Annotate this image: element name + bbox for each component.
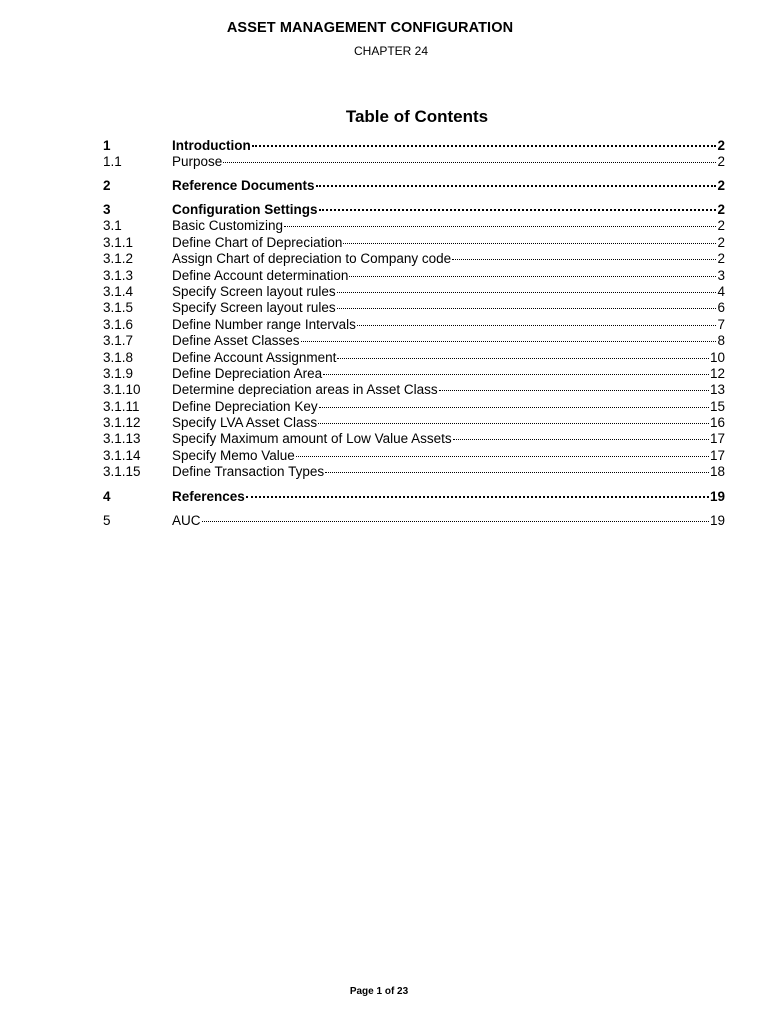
toc-entry-page: 4	[717, 283, 725, 299]
toc-entry-page: 2	[717, 154, 725, 169]
toc-entry-page: 7	[717, 316, 725, 332]
toc-entry-number: 1.1	[103, 154, 122, 169]
toc-dot-leader	[223, 162, 716, 163]
toc-entry-title: Assign Chart of depreciation to Company code	[172, 251, 452, 267]
toc-entry-number: 4	[103, 488, 111, 504]
toc-entry[interactable]	[103, 300, 725, 316]
toc-entry-title: References	[172, 488, 245, 504]
toc-entry-title: Specify Screen layout rules	[172, 300, 336, 316]
toc-dot-leader	[343, 243, 716, 244]
toc-entry-number: 3.1	[103, 218, 122, 234]
toc-entry-title: Define Asset Classes	[172, 333, 300, 349]
toc-entry[interactable]	[103, 350, 725, 366]
toc-entry-title: Specify Memo Value	[172, 447, 295, 463]
toc-entry-title: Introduction	[172, 138, 251, 153]
toc-entry-page: 19	[709, 512, 725, 528]
toc-entry-page: 17	[709, 431, 725, 447]
toc-entry-number: 3.1.15	[103, 464, 141, 480]
toc-dot-leader	[337, 292, 717, 293]
toc-dot-leader	[439, 390, 709, 391]
toc-entry[interactable]	[103, 251, 725, 267]
toc-entry[interactable]	[103, 513, 725, 529]
toc-entry-title: Configuration Settings	[172, 202, 318, 218]
toc-dot-leader	[319, 407, 709, 408]
toc-heading: Table of Contents	[345, 107, 489, 126]
toc-entry-number: 3.1.2	[103, 251, 134, 267]
toc-entry[interactable]	[103, 415, 725, 431]
toc-dot-leader	[337, 308, 717, 309]
toc-entry-title: Define Account Assignment	[172, 349, 337, 365]
toc-entry[interactable]	[103, 268, 725, 284]
toc-entry-number: 3.1.6	[103, 316, 134, 332]
toc-entry-title: Specify LVA Asset Class	[172, 415, 318, 431]
toc-dot-leader	[349, 276, 716, 277]
toc-entry-number: 3.1.4	[103, 283, 134, 299]
toc-entry-number: 3.1.12	[103, 415, 141, 431]
toc-entry-number: 3.1.11	[103, 398, 140, 414]
toc-entry-number: 3.1.1	[103, 234, 134, 250]
toc-entry[interactable]	[103, 154, 725, 170]
toc-entry-number: 3.1.14	[103, 447, 141, 463]
toc-entry-page: 16	[709, 415, 725, 431]
toc-entry-title: Define Account determination	[172, 267, 349, 283]
toc-entry-page: 10	[709, 349, 725, 365]
toc-entry-title: Define Chart of Depreciation	[172, 234, 343, 250]
toc-entry-title: AUC	[172, 512, 201, 528]
toc-entry-number: 5	[103, 512, 111, 528]
toc-entry-title: Define Depreciation Area	[172, 365, 323, 381]
toc-entry[interactable]	[103, 464, 725, 480]
toc-entry[interactable]	[103, 202, 725, 218]
toc-entry-title: Basic Customizing	[172, 218, 284, 234]
toc-entry-page: 13	[709, 382, 725, 398]
toc-entry[interactable]	[103, 235, 725, 251]
toc-entry-title: Specify Maximum amount of Low Value Assets	[172, 431, 452, 447]
toc-entry-page: 12	[709, 365, 725, 381]
toc-entry-page: 8	[717, 333, 725, 349]
toc-entry-page: 2	[717, 251, 725, 267]
toc-dot-leader	[357, 325, 717, 326]
toc-entry-number: 3.1.13	[103, 431, 141, 447]
toc-entry-number: 2	[103, 178, 111, 194]
toc-entry-title: Specify Screen layout rules	[172, 283, 336, 299]
toc-entry-page: 18	[709, 464, 725, 480]
toc-entry-number: 3.1.10	[103, 382, 141, 398]
toc-entry-page: 19	[709, 488, 725, 504]
toc-dot-leader	[318, 423, 709, 424]
toc-dot-leader	[202, 521, 709, 522]
toc-entry-title: Define Transaction Types	[172, 464, 325, 480]
toc-dot-leader	[452, 259, 716, 260]
toc-entry-page: 6	[717, 300, 725, 316]
page-footer: Page 1 of 23	[349, 986, 409, 997]
toc-entry-title: Define Number range Intervals	[172, 316, 356, 332]
toc-entry-title: Define Depreciation Key	[172, 398, 318, 414]
toc-entry-number: 3.1.5	[103, 300, 134, 316]
toc-entry[interactable]	[103, 382, 725, 398]
toc-entry[interactable]	[103, 317, 725, 333]
toc-dot-leader	[319, 209, 717, 211]
toc-entry[interactable]	[103, 178, 725, 194]
toc-entry-page: 2	[717, 218, 725, 234]
toc-entry[interactable]	[103, 218, 725, 234]
toc-entry[interactable]	[103, 138, 725, 154]
toc-dot-leader	[337, 358, 709, 359]
toc-entry-page: 17	[709, 447, 725, 463]
toc-entry-number: 3.1.9	[103, 365, 134, 381]
toc-entry-number: 3.1.3	[103, 267, 134, 283]
chapter-label: CHAPTER 24	[353, 44, 429, 58]
toc-dot-leader	[252, 145, 717, 147]
toc-entry[interactable]	[103, 431, 725, 447]
toc-entry-title: Determine depreciation areas in Asset Class	[172, 382, 438, 398]
document-title: ASSET MANAGEMENT CONFIGURATION	[226, 20, 514, 36]
toc-entry-number: 3.1.7	[103, 333, 134, 349]
toc-dot-leader	[246, 496, 709, 498]
toc-entry-title: Purpose	[172, 154, 223, 169]
toc-entry[interactable]	[103, 399, 725, 415]
toc-dot-leader	[325, 472, 709, 473]
table-of-contents	[103, 138, 725, 529]
toc-dot-leader	[316, 185, 717, 187]
toc-entry-page: 2	[717, 234, 725, 250]
toc-entry[interactable]	[103, 333, 725, 349]
toc-entry-page: 2	[717, 178, 725, 194]
toc-entry-title: Reference Documents	[172, 178, 315, 194]
toc-dot-leader	[296, 456, 709, 457]
toc-dot-leader	[323, 374, 709, 375]
toc-entry[interactable]	[103, 366, 725, 382]
toc-entry-page: 3	[717, 267, 725, 283]
toc-entry[interactable]	[103, 284, 725, 300]
toc-entry[interactable]	[103, 448, 725, 464]
toc-dot-leader	[284, 226, 716, 227]
toc-entry-number: 3	[103, 202, 111, 218]
toc-entry[interactable]	[103, 489, 725, 505]
toc-dot-leader	[301, 341, 717, 342]
toc-entry-page: 2	[717, 202, 725, 218]
toc-dot-leader	[453, 439, 709, 440]
toc-entry-number: 3.1.8	[103, 349, 134, 365]
toc-entry-page: 2	[717, 138, 725, 153]
toc-entry-number: 1	[103, 138, 111, 153]
toc-entry-page: 15	[709, 398, 725, 414]
